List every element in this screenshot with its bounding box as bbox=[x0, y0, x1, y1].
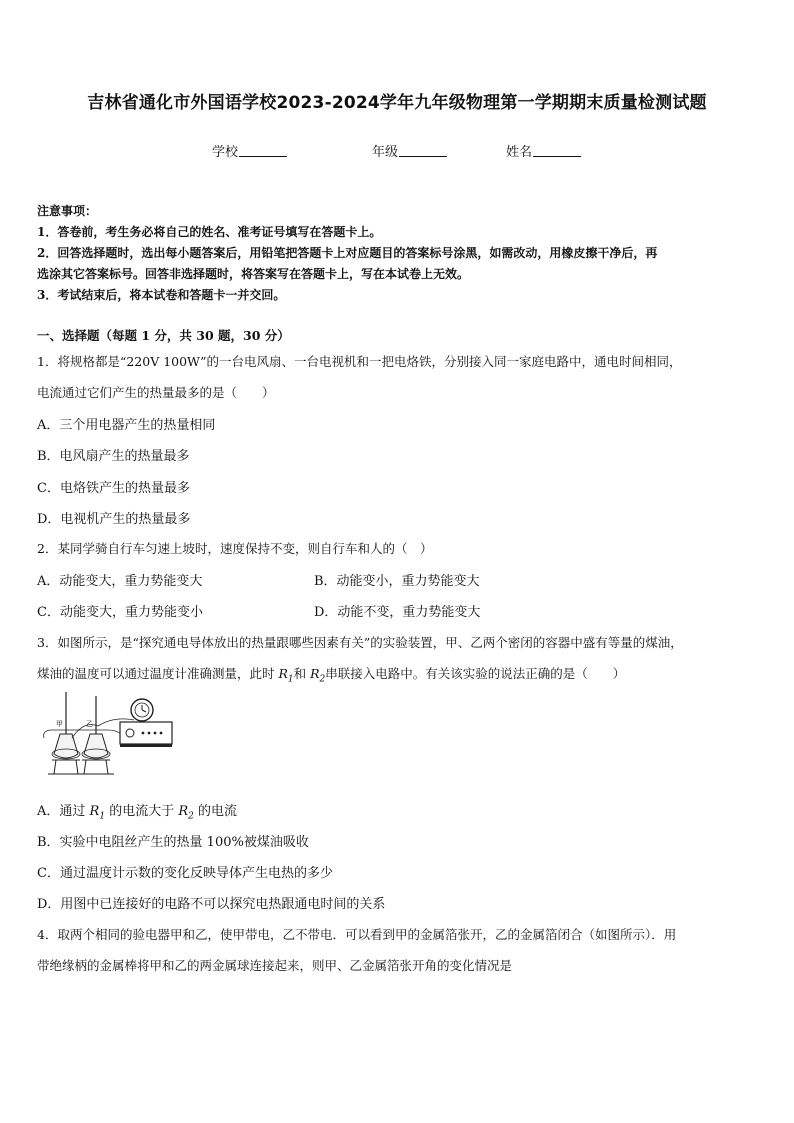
grade-label: 年级 bbox=[372, 145, 399, 160]
q1-stem-line-1: 1．将规格都是“220V 100W”的一台电风扇、一台电视机和一把电烙铁，分别接入同一家庭电路中，通电时间相同， bbox=[37, 354, 682, 369]
school-blank bbox=[239, 144, 287, 157]
notice-item-2-line-2: 选涂其它答案标号。回答非选择题时，将答案写在答题卡上，写在本试卷上无效。 bbox=[37, 267, 470, 281]
flask-yi bbox=[84, 734, 108, 758]
r2-symbol: $R_2$ bbox=[310, 666, 326, 685]
label-jia: 甲 bbox=[56, 720, 63, 728]
q3-stem-line-2 bbox=[37, 664, 759, 690]
q2-option-d: D．动能不变，重力势能变大 bbox=[314, 605, 481, 620]
q1-option-d: D．电视机产生的热量最多 bbox=[37, 512, 191, 527]
flask-jia bbox=[54, 734, 78, 758]
grade-blank bbox=[399, 144, 447, 157]
r1-symbol: $R_1$ bbox=[278, 666, 294, 685]
q3-option-a bbox=[37, 800, 237, 822]
label-yi: 乙 bbox=[86, 720, 93, 728]
q3-option-d: D．用图中已连接好的电路不可以探究电热跟通电时间的关系 bbox=[37, 897, 386, 912]
q1-option-b: B．电风扇产生的热量最多 bbox=[37, 449, 190, 464]
name-label: 姓名 bbox=[506, 145, 533, 160]
exam-title: 吉林省通化市外国语学校2023-2024学年九年级物理第一学期期末质量检测试题 bbox=[87, 93, 707, 113]
q1-option-a: A．三个用电器产生的热量相同 bbox=[37, 418, 216, 433]
power-supply bbox=[120, 722, 172, 744]
q4-stem-line-1: 4．取两个相同的验电器甲和乙，使甲带电，乙不带电．可以看到甲的金属箔张开，乙的金属箔闭合（如图所示）．用 bbox=[37, 927, 677, 942]
school-label: 学校 bbox=[212, 145, 239, 160]
name-blank bbox=[533, 144, 581, 157]
q3-a-r2: $R_2$ bbox=[178, 804, 194, 822]
q3-option-b: B．实验中电阻丝产生的热量 100%被煤油吸收 bbox=[37, 835, 309, 850]
notice-item-1: 1．答卷前，考生务必将自己的姓名、准考证号填写在答题卡上。 bbox=[37, 225, 382, 239]
q3-stem-line-1: 3．如图所示，是“探究通电导体放出的热量跟哪些因素有关”的实验装置，甲、乙两个密闭的容器中盛有等量的煤油， bbox=[37, 635, 683, 650]
q2-option-b: B．动能变小，重力势能变大 bbox=[314, 574, 480, 589]
q2-option-a: A．动能变大，重力势能变大 bbox=[37, 574, 203, 589]
notice-item-3: 3．考试结束后，将本试卷和答题卡一并交回。 bbox=[37, 288, 286, 302]
notice-heading: 注意事项： bbox=[37, 204, 98, 218]
q2-option-c: C．动能变大，重力势能变小 bbox=[37, 605, 203, 620]
section-heading: 一、选择题（每题 1 分，共 30 题，30 分） bbox=[37, 328, 290, 343]
school-field bbox=[212, 141, 287, 160]
q1-option-c: C．电烙铁产生的热量最多 bbox=[37, 481, 190, 496]
q3-a-text-post: 的电流 bbox=[193, 804, 237, 819]
q4-stem-line-2: 带绝缘柄的金属棒将甲和乙的两金属球连接起来，则甲、乙金属箔张开角的变化情况是 bbox=[37, 958, 513, 973]
q3-experiment-figure bbox=[38, 690, 178, 782]
grade-field bbox=[372, 141, 447, 160]
q3-a-r1: $R_1$ bbox=[89, 804, 106, 822]
q3-option-c: C．通过温度计示数的变化反映导体产生电热的多少 bbox=[37, 866, 333, 881]
q3-a-text-pre: A．通过 bbox=[37, 804, 90, 819]
q3-a-text-mid: 的电流大于 bbox=[105, 804, 179, 819]
notice-item-2-line-1: 2．回答选择题时，选出每小题答案后，用铅笔把答题卡上对应题目的答案标号涂黑，如需改动，用橡皮擦干净后，再 bbox=[37, 246, 658, 260]
q3-stem-text-b: 和 bbox=[293, 666, 311, 681]
q2-stem: 2．某同学骑自行车匀速上坡时，速度保持不变，则自行车和人的（ ） bbox=[37, 541, 433, 556]
name-field bbox=[506, 141, 581, 160]
q3-stem-text-c: 串联接入电路中。有关该实验的说法正确的是（ ） bbox=[325, 666, 626, 681]
q3-stem-text-a: 煤油的温度可以通过温度计准确测量，此时 bbox=[37, 666, 279, 681]
q1-stem-line-2: 电流通过它们产生的热量最多的是（ ） bbox=[37, 385, 275, 400]
